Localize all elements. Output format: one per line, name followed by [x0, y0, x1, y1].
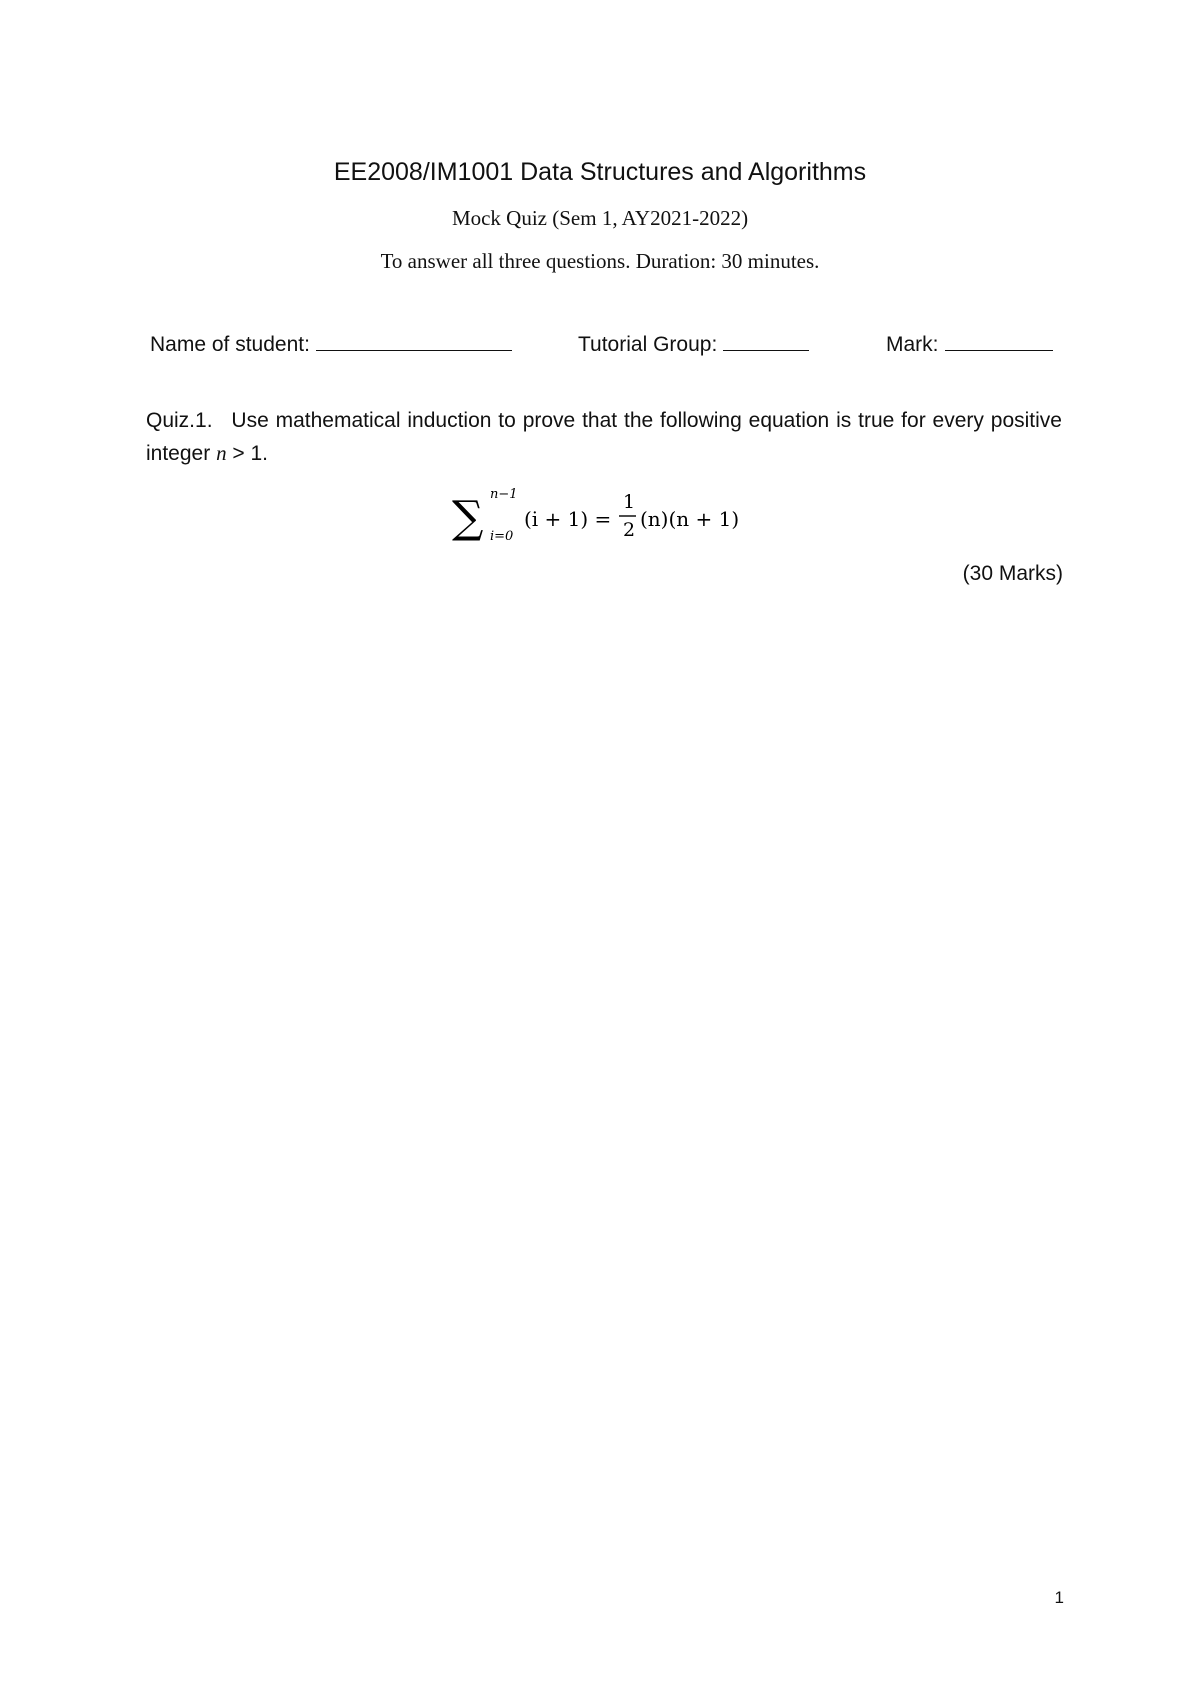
mark-blank[interactable]	[945, 332, 1053, 351]
student-name-blank[interactable]	[316, 332, 512, 351]
question-condition: > 1.	[232, 442, 269, 465]
question-marks: (30 Marks)	[962, 562, 1063, 585]
course-title: EE2008/IM1001 Data Structures and Algorithms	[333, 158, 867, 186]
page-number: 1	[1054, 1588, 1064, 1607]
mark-label: Mark:	[886, 333, 939, 356]
sigma-symbol: ∑	[452, 492, 484, 543]
equation-rhs: (n)(n + 1)	[640, 507, 740, 531]
summation-equation	[452, 484, 772, 554]
question-1	[146, 404, 1062, 470]
question-number: Quiz.1.	[146, 409, 213, 432]
student-name-field	[150, 332, 512, 357]
student-name-label: Name of student:	[150, 333, 310, 356]
question-text: Use mathematical induction to prove that the following equation is true for every positive integer	[146, 409, 1062, 465]
fraction-denominator: 2	[623, 519, 636, 541]
sum-lower-limit: i=0	[490, 529, 514, 544]
mark-field	[886, 332, 1053, 357]
sum-upper-limit: n−1	[490, 487, 518, 502]
summand: (i + 1) =	[524, 507, 612, 531]
tutorial-group-field	[578, 332, 809, 357]
quiz-instructions: To answer all three questions. Duration: 30 minutes.	[380, 249, 820, 273]
tutorial-group-label: Tutorial Group:	[578, 333, 718, 356]
equation-graphic	[452, 484, 772, 554]
tutorial-group-blank[interactable]	[723, 332, 809, 351]
question-variable: n	[216, 441, 227, 465]
fraction-numerator: 1	[623, 491, 636, 513]
quiz-subtitle: Mock Quiz (Sem 1, AY2021-2022)	[451, 206, 749, 230]
